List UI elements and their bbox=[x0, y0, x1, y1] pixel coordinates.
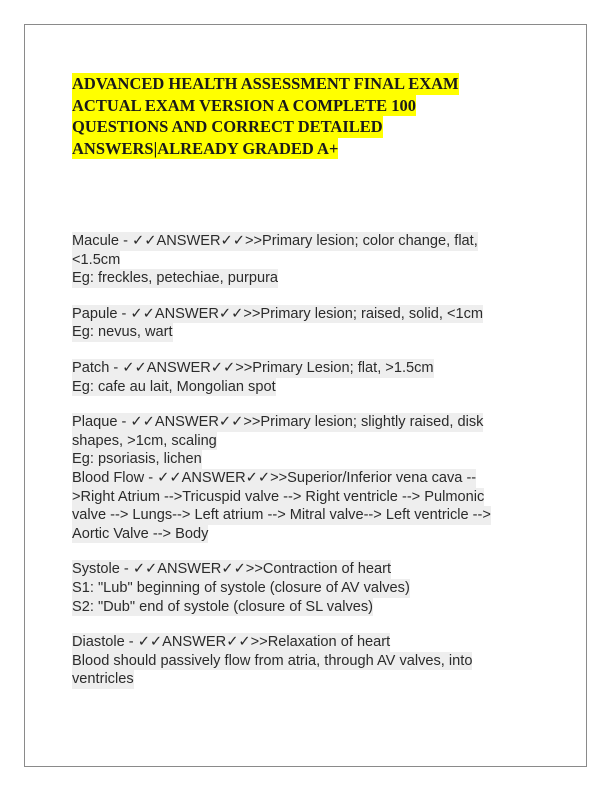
entry-blood-flow bbox=[72, 469, 542, 543]
title-line: ANSWERS|ALREADY GRADED A+ bbox=[72, 138, 339, 158]
entry-macule bbox=[72, 232, 542, 288]
title-line: QUESTIONS AND CORRECT DETAILED bbox=[72, 117, 383, 136]
entry-papule bbox=[72, 305, 542, 342]
entry-line: Eg: cafe au lait, Mongolian spot bbox=[72, 378, 276, 395]
entry-plaque bbox=[72, 413, 542, 469]
entry-line: Macule - ✓✓ANSWER✓✓>>Primary lesion; color change, flat, bbox=[72, 233, 478, 249]
entry-line: Blood Flow - ✓✓ANSWER✓✓>>Superior/Inferior vena cava -- bbox=[72, 469, 477, 486]
entry-line: Eg: freckles, petechiae, purpura bbox=[72, 270, 279, 287]
entry-line: Blood should passively flow from atria, through AV valves, into bbox=[72, 652, 473, 669]
entry-line: Aortic Valve --> Body bbox=[72, 525, 209, 542]
entry-line: S2: "Dub" end of systole (closure of SL valves) bbox=[72, 598, 374, 615]
entry-line: Systole - ✓✓ANSWER✓✓>>Contraction of heart bbox=[72, 561, 392, 578]
document-title bbox=[72, 73, 532, 159]
entry-patch bbox=[72, 359, 542, 396]
title-line: ADVANCED HEALTH ASSESSMENT FINAL EXAM bbox=[72, 74, 459, 93]
entry-systole bbox=[72, 560, 542, 616]
entry-line: >Right Atrium -->Tricuspid valve --> Right ventricle --> Pulmonic bbox=[72, 488, 485, 505]
flashcard-list bbox=[72, 232, 542, 689]
entry-line: Eg: nevus, wart bbox=[72, 324, 173, 341]
entry-line: Patch - ✓✓ANSWER✓✓>>Primary Lesion; flat, >1.5cm bbox=[72, 359, 434, 376]
entry-line: Eg: psoriasis, lichen bbox=[72, 451, 202, 468]
title-line: ACTUAL EXAM VERSION A COMPLETE 100 bbox=[72, 95, 416, 115]
entry-line: Plaque - ✓✓ANSWER✓✓>>Primary lesion; slightly raised, disk bbox=[72, 414, 484, 431]
entry-diastole bbox=[72, 633, 542, 689]
entry-line: shapes, >1cm, scaling bbox=[72, 432, 217, 449]
entry-line: valve --> Lungs--> Left atrium --> Mitral valve--> Left ventricle --> bbox=[72, 507, 491, 524]
entry-line: Papule - ✓✓ANSWER✓✓>>Primary lesion; raised, solid, <1cm bbox=[72, 305, 484, 322]
entry-line: S1: "Lub" beginning of systole (closure of AV valves) bbox=[72, 579, 410, 596]
entry-line: Diastole - ✓✓ANSWER✓✓>>Relaxation of heart bbox=[72, 634, 391, 651]
entry-line: ventricles bbox=[72, 671, 134, 688]
entry-line: <1.5cm bbox=[72, 251, 121, 268]
